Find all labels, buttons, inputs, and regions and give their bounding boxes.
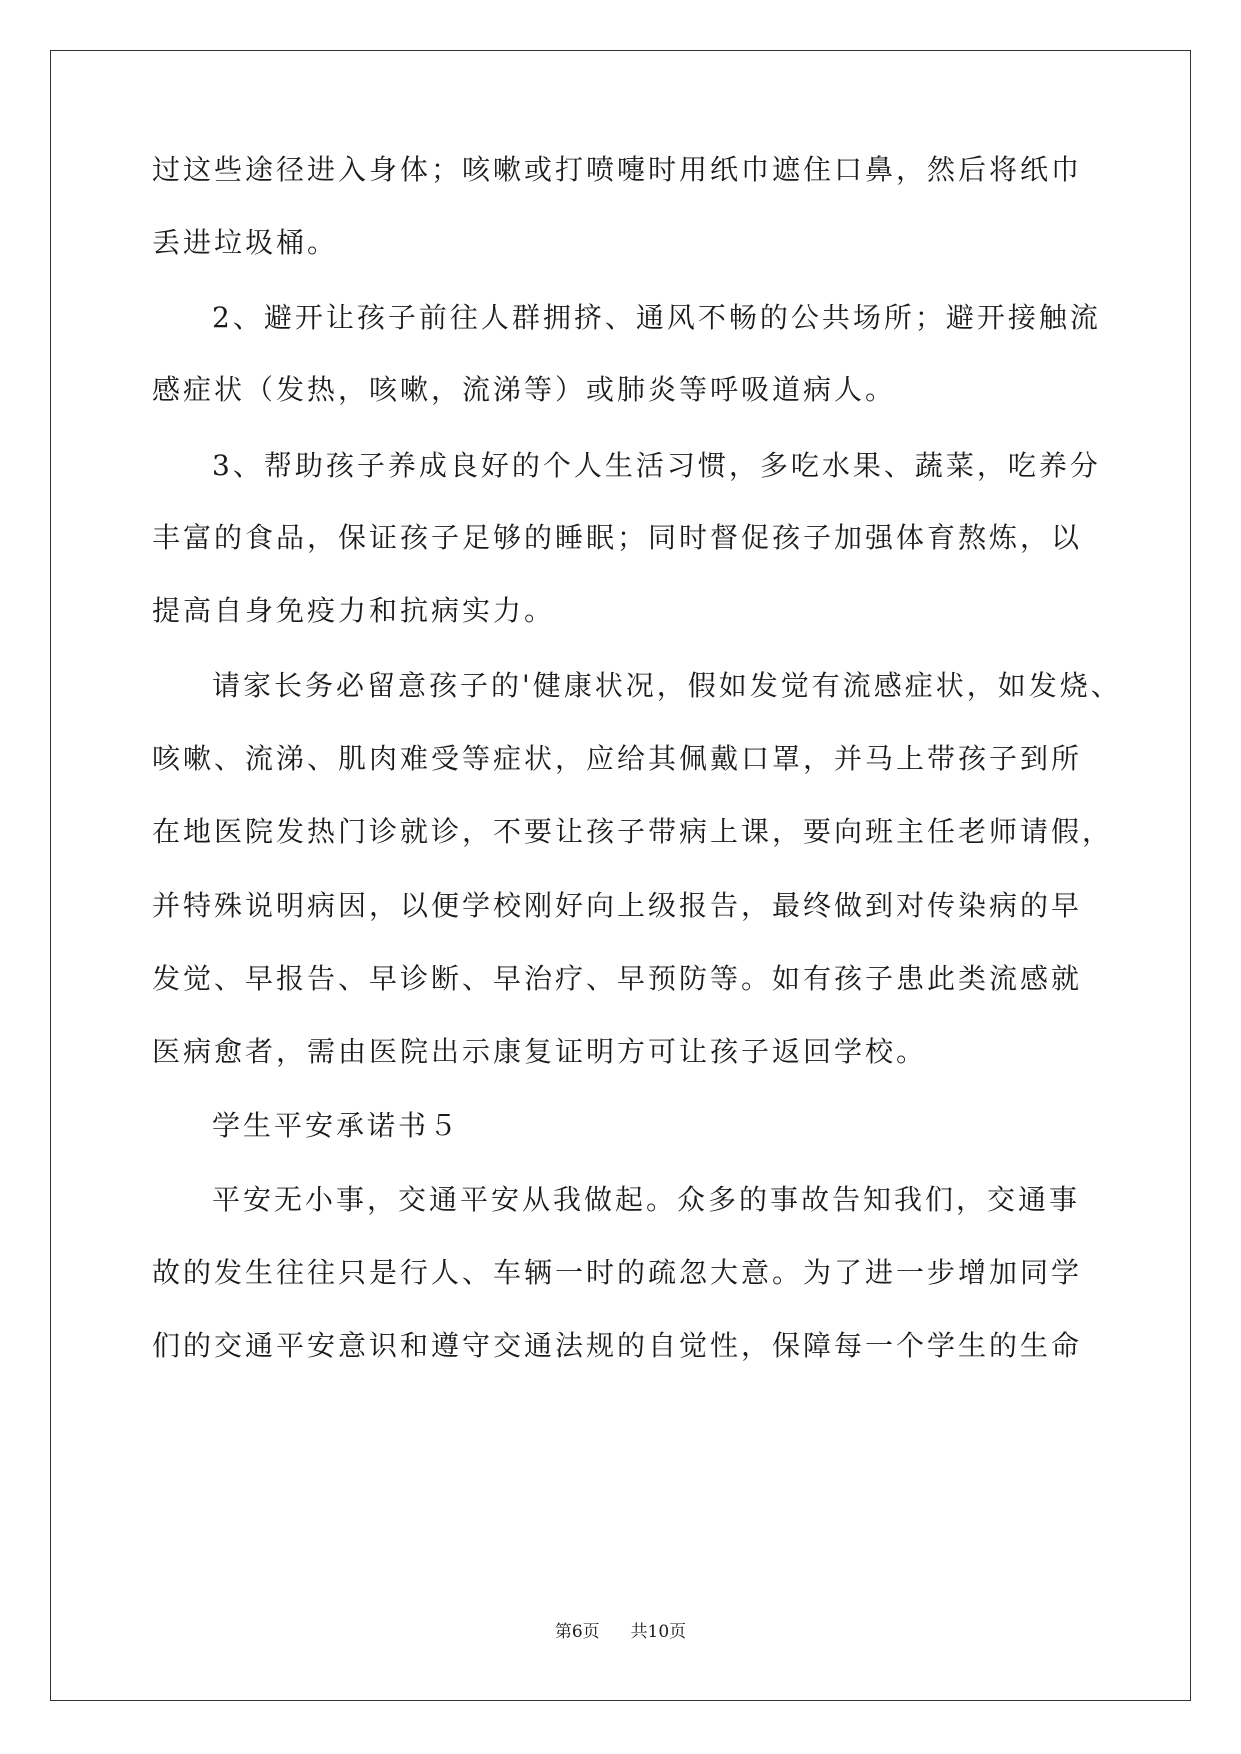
text-line: 提高自身免疫力和抗病实力。 [152,594,556,627]
text-line: 们的交通平安意识和遵守交通法规的自觉性，保障每一个学生的生命 [152,1329,1083,1362]
text-line: 咳嗽、流涕、肌肉难受等症状，应给其佩戴口罩，并马上带孩子到所 [152,742,1083,775]
text-line: 2、避开让孩子前往人群拥挤、通风不畅的公共场所；避开接触流 [212,301,1101,334]
text-line: 发觉、早报告、早诊断、早治疗、早预防等。如有孩子患此类流感就 [152,962,1083,995]
page-footer [0,1620,1241,1644]
text-line: 请家长务必留意孩子的'健康状况，假如发觉有流感症状，如发烧、 [212,669,1122,702]
page-number: 第6页 [554,1622,600,1642]
page-total: 共10页 [630,1622,687,1642]
text-line: 感症状（发热，咳嗽，流涕等）或肺炎等呼吸道病人。 [152,373,897,406]
section-heading: 学生平安承诺书５ [212,1109,461,1142]
text-line: 3、帮助孩子养成良好的个人生活习惯，多吃水果、蔬菜，吃养分 [212,449,1101,482]
text-line: 医病愈者，需由医院出示康复证明方可让孩子返回学校。 [152,1035,928,1068]
text-line: 并特殊说明病因，以便学校刚好向上级报告，最终做到对传染病的早 [152,889,1083,922]
text-line: 故的发生往往只是行人、车辆一时的疏忽大意。为了进一步增加同学 [152,1256,1083,1289]
text-line: 平安无小事，交通平安从我做起。众多的事故告知我们，交通事 [212,1183,1081,1216]
text-line: 在地医院发热门诊就诊，不要让孩子带病上课，要向班主任老师请假， [152,815,1114,848]
text-line: 丢进垃圾桶。 [152,226,339,259]
text-line: 过这些途径进入身体；咳嗽或打喷嚏时用纸巾遮住口鼻，然后将纸巾 [152,153,1083,186]
text-line: 丰富的食品，保证孩子足够的睡眠；同时督促孩子加强体育熬炼，以 [152,521,1083,554]
